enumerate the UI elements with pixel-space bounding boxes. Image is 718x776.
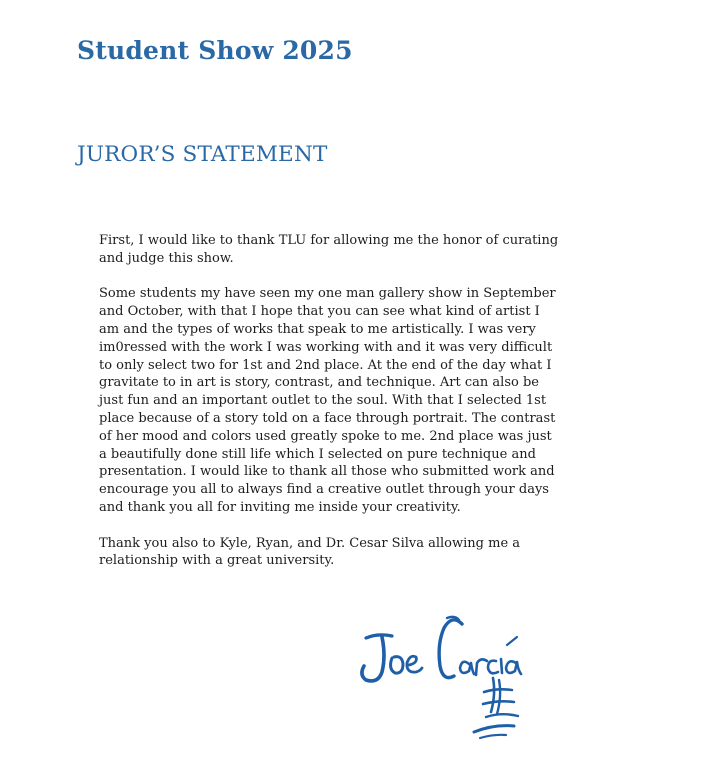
show-title: Student Show 2025 bbox=[77, 36, 353, 65]
juror-statement bbox=[99, 232, 559, 588]
section-heading: JUROR’S STATEMENT bbox=[77, 142, 328, 167]
signature bbox=[356, 608, 536, 748]
statement-paragraph: Thank you also to Kyle, Ryan, and Dr. Cesar Silva allowing me a relationship with a great university. bbox=[99, 535, 521, 569]
statement-paragraph: Some students my have seen my one man gallery show in September and October, with that I hope that you can see what kind of artist I am and the types of works that speak to me artistically. I was very im0ressed with the work I was working with and it was very difficult to only select two for 1st and 2nd place. At the end of the day what I gravitate to in art is story, contrast, and technique. Art can also be just fun and an important outlet to the soul. With that I selected 1st place because of a story told on a face through portrait. The contrast of her mood and colors used greatly spoke to me. 2nd place was just a beautifully done still life which I selected on pure technique and presentation. I would like to thank all those who submitted work and encourage you all to always find a creative outlet through your days and thank you all for inviting me inside your creativity. bbox=[99, 286, 556, 515]
handwritten-signature-image bbox=[356, 608, 536, 748]
statement-paragraph: First, I would like to thank TLU for allowing me the honor of curating and judge this show. bbox=[99, 233, 559, 266]
